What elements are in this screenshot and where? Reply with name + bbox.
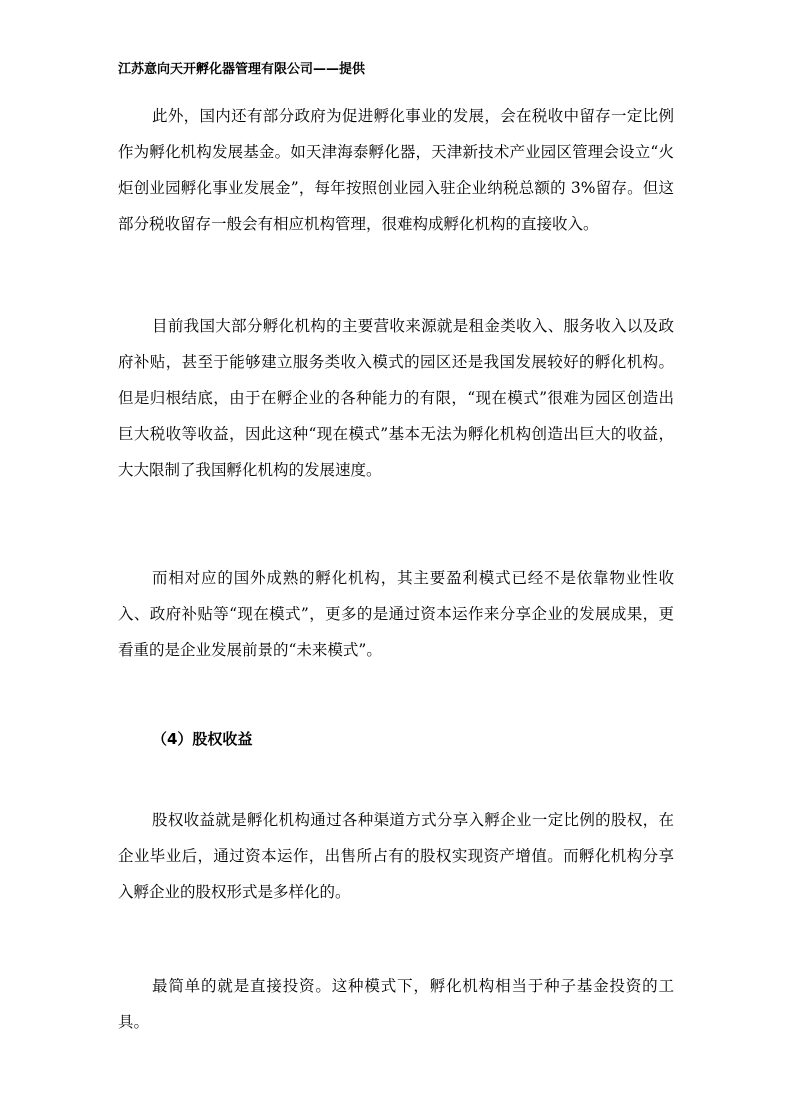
- page-header: 江苏意向天开孵化器管理有限公司——提供: [118, 62, 366, 77]
- paragraph-equity-income: 股权收益就是孵化机构通过各种渠道方式分享入孵企业一定比例的股权，在企业毕业后，通过资本运作，出售所占有的股权实现资产增值。而孵化机构分享入孵企业的股权形式是多样化的。: [118, 811, 674, 901]
- paragraph-foreign-model: 而相对应的国外成熟的孵化机构，其主要盈利模式已经不是依靠物业性收入、政府补贴等“现在模式”，更多的是通过资本运作来分享企业的发展成果，更看重的是企业发展前景的“未来模式”。: [118, 569, 674, 659]
- paragraph-current-model: 目前我国大部分孵化机构的主要营收来源就是租金类收入、服务收入以及政府补贴，甚至于能够建立服务类收入模式的园区还是我国发展较好的孵化机构。但是归根结底，由于在孵企业的各种能力的有限，“现在模式”很难为园区创造出巨大税收等收益，因此这种“现在模式”基本无法为孵化机构创造出巨大的收益，大大限制了我国孵化机构的发展速度。: [118, 317, 674, 479]
- section-heading: （4）股权收益: [152, 730, 253, 748]
- paragraph-tax-retention: 此外，国内还有部分政府为促进孵化事业的发展，会在税收中留存一定比例作为孵化机构发展基金。如天津海泰孵化器，天津新技术产业园区管理会设立“火炬创业园孵化事业发展金”，每年按照创业园入驻企业纳税总额的 3%留存。但这部分税收留存一般会有相应机构管理，很难构成孵化机构的直接收入。: [118, 107, 674, 233]
- paragraph-direct-investment: 最简单的就是直接投资。这种模式下，孵化机构相当于种子基金投资的工具。: [118, 977, 674, 1031]
